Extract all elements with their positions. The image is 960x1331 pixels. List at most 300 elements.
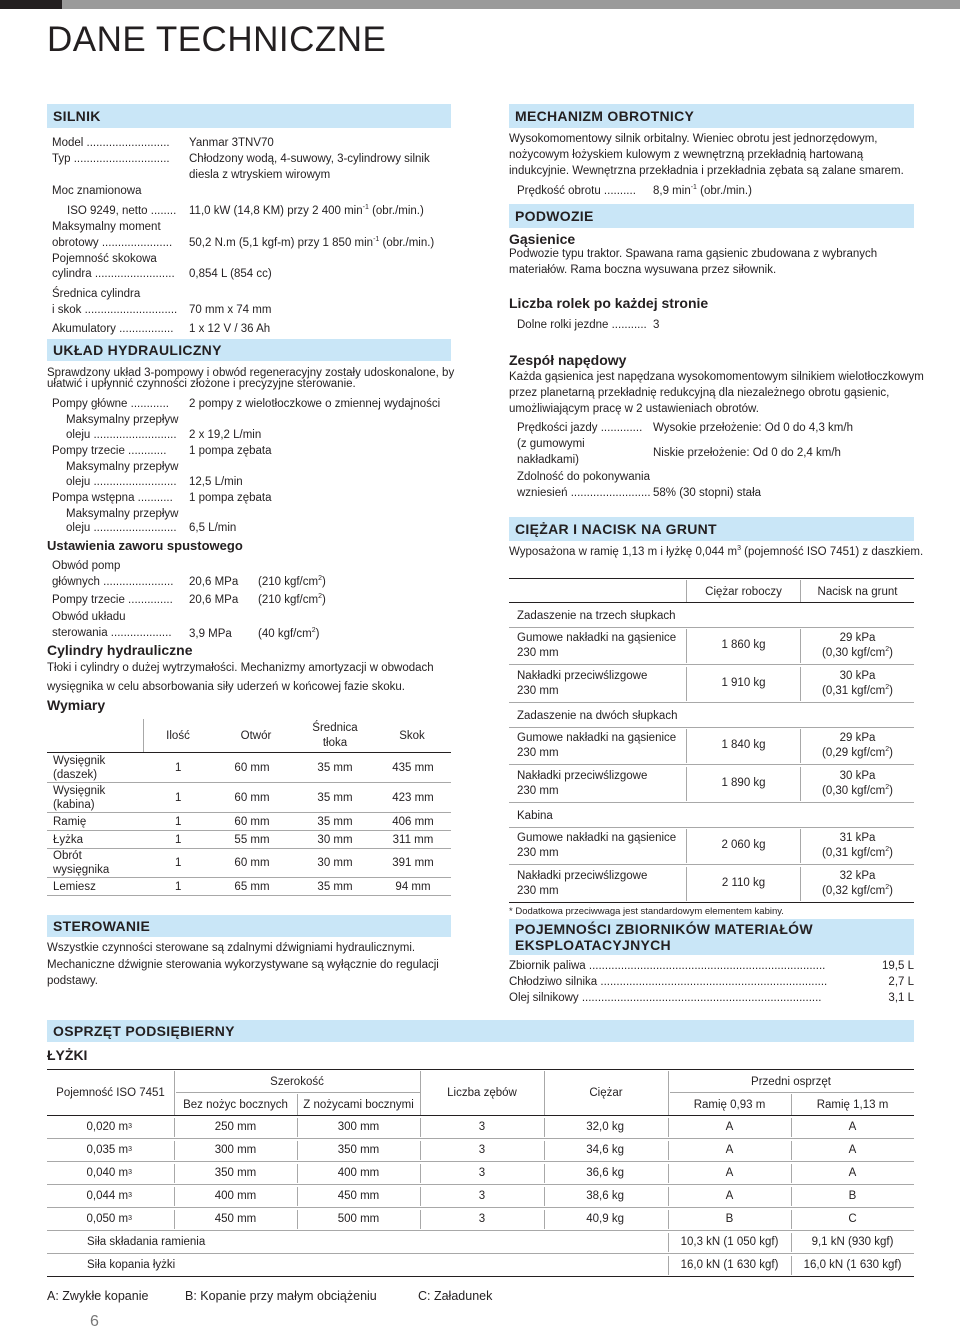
swing-speed-value: 8,9 $\min^{-1} (obr./\min.)$ xyxy=(653,184,752,197)
swing-text-line3: indukcyjnie. Wewnętrzna przekładnia i przekładnia zębata są zalane smarem. xyxy=(509,165,904,177)
row-name-line: Gumowe nakładki na gąsienice xyxy=(517,631,677,644)
controls-text-line1: Wszystkie czynności sterowane są zdalnymi dźwigniami hydraulicznymi. xyxy=(47,942,416,954)
weight-value: 1 860 kg xyxy=(721,639,766,651)
spec-label: Maksymalny przepływ xyxy=(66,508,179,520)
row-name-line: Nakładki przeciwślizgowe xyxy=(517,869,648,882)
pressure-value xyxy=(801,865,914,902)
table-cell: 400 mm xyxy=(214,1189,257,1202)
table-cell: 450 mm xyxy=(214,1212,257,1225)
section-header-pojemnosci xyxy=(509,919,914,955)
row-name-line: 230 mm xyxy=(517,684,559,697)
table-top-rule xyxy=(47,1069,914,1070)
col-divider xyxy=(668,1256,669,1275)
spec-label: głównych ...................... xyxy=(52,576,174,588)
row-name xyxy=(517,867,647,900)
row-name xyxy=(517,829,676,862)
spec-value: 1 x 12 V / 36 Ah xyxy=(189,323,271,335)
spec-label: Typ .............................. xyxy=(52,153,170,165)
spec-label: oleju .......................... xyxy=(66,522,177,534)
hydraulics-intro-line1: Sprawdzony układ 3-pompowy i obwód regeneracyjny zostały udoskonalone, by xyxy=(47,367,455,379)
force-value: 9,1 kN (930 kgf) xyxy=(811,1235,894,1248)
rollers-title: Liczba rolek po każdej stronie xyxy=(509,295,709,311)
cylinders-text-line2: wysięgnika w celu absorbowania siły uderzeń w końcowej fazie skoku. xyxy=(47,681,405,693)
header-divider xyxy=(668,1071,669,1115)
table-cell: A xyxy=(848,1143,857,1156)
col-divider xyxy=(420,1118,421,1137)
capacity-label: Olej silnikowy ........................................................................... xyxy=(509,992,822,1004)
row-name-line: Ramię xyxy=(53,815,87,828)
spec-label: Obwód układu xyxy=(52,611,126,623)
pressure-kpa: 29 kPa xyxy=(839,731,876,744)
table-cell: 35 mm xyxy=(317,762,353,774)
row-name-line: Obrót xyxy=(53,850,82,862)
col-divider xyxy=(791,1118,792,1137)
spec-value: 20,6 MPa xyxy=(189,594,239,606)
capacity-cell: 0,035 m 3 xyxy=(86,1143,132,1156)
row-name-line: 230 mm xyxy=(517,846,559,859)
col-header-width: Szerokość xyxy=(270,1076,324,1088)
table-cell: 94 mm xyxy=(395,880,431,893)
spec-value: 6,5 L/min xyxy=(189,522,237,534)
table-cell: 35 mm xyxy=(317,791,353,804)
col-divider xyxy=(420,1141,421,1160)
col-divider xyxy=(544,1210,545,1229)
section-header-podwozie: PODWOZIE xyxy=(509,204,914,228)
spec-label: i skok ............................. xyxy=(52,304,178,316)
pressure-kgf: (0,31 kgf/$cm^2$) xyxy=(821,683,894,697)
header-divider xyxy=(297,1094,298,1115)
row-rule xyxy=(509,702,914,703)
row-name-line: 230 mm xyxy=(517,746,559,759)
table-cell: A xyxy=(725,1189,734,1202)
row-name-line: Gumowe nakładki na gąsienice xyxy=(517,731,677,744)
table-row-name xyxy=(53,813,143,830)
drive-text-line3: umożliwiającym pracę w 2 ustawieniach obrotów. xyxy=(509,403,759,415)
spec-label: oleju .......................... xyxy=(66,429,177,441)
weight-value: 1 910 kg xyxy=(721,677,766,689)
row-name-line: wysięgnika xyxy=(53,864,110,876)
row-name-line: Gumowe nakładki na gąsienice xyxy=(517,831,677,844)
swing-text-line1: Wysokomomentowy silnik orbitalny. Wieniec obrotu jest jednorzędowym, xyxy=(509,133,878,145)
spec-label: Pompy trzecie ............ xyxy=(52,445,167,457)
tracks-text-line2: materiałów. Rama boczna wysuwana przez siłownik. xyxy=(509,264,777,276)
table-cell: 30 mm xyxy=(317,857,353,869)
table-cell: 300 mm xyxy=(337,1120,380,1133)
swing-text-line2: nożycowym łożyskiem kulowym z wewnętrzną przekładnią hartowaną xyxy=(509,149,864,161)
spec-label: Pojemność skokowa xyxy=(52,253,157,265)
table-cell: 3 xyxy=(478,1166,486,1179)
col-header-arm-113: Ramię 1,13 m xyxy=(816,1099,889,1111)
header-divider xyxy=(791,1094,792,1115)
swing-speed-label: Prędkość obrotu .......... xyxy=(517,185,636,197)
row-rule xyxy=(509,902,914,903)
row-name xyxy=(517,629,676,662)
row-name-line: 230 mm xyxy=(517,646,559,659)
pressure-value xyxy=(801,727,914,764)
col-header-tloka: tłoka xyxy=(322,737,348,749)
travel-speed-label: Prędkości jazdy ............. xyxy=(517,422,643,434)
spec-label: ISO 9249, netto ........ xyxy=(67,205,177,217)
col-header-weight: Ciężar xyxy=(589,1087,623,1099)
hydraulics-intro-line2: ułatwić i upłynnić czynności złożone i precyzyjne sterowanie. xyxy=(47,378,356,390)
relief-valve-title: Ustawienia zaworu spustowego xyxy=(47,538,243,553)
rubber-pads-label-2: nakładkami) xyxy=(517,454,579,466)
rollers-label: Dolne rolki jezdne ........... xyxy=(517,319,647,331)
weight-value: 1 890 kg xyxy=(721,777,766,789)
page-title: DANE TECHNICZNE xyxy=(47,20,387,59)
rubber-pads-label-1: (z gumowymi xyxy=(517,438,585,450)
col-header-srednica: Średnica xyxy=(312,722,358,734)
spec-label: Maksymalny przepływ xyxy=(66,414,179,426)
table-cell: 300 mm xyxy=(214,1143,257,1156)
table-row-name xyxy=(53,878,143,895)
row-name-line: Łyżka xyxy=(53,833,84,846)
header-divider xyxy=(174,1071,175,1115)
col-divider xyxy=(297,1164,298,1183)
spec-value-cont: diesla z wtryskiem wirowym xyxy=(189,169,331,181)
table-cell: 1 xyxy=(175,815,182,828)
spec-value-kgf: (210 kgf/$cm^2$) xyxy=(258,593,326,606)
capacities-title-line2: EKSPLOATACYJNYCH xyxy=(515,937,671,953)
pressure-value xyxy=(801,827,914,864)
col-divider xyxy=(297,1118,298,1137)
col-header-skok: Skok xyxy=(399,730,425,742)
spec-value: 2 x 19,2 L/min xyxy=(189,429,262,441)
section-header-osprzet: OSPRZĘT PODSIĘBIERNY xyxy=(47,1020,914,1042)
force-value: 16,0 kN (1 630 kgf) xyxy=(803,1258,902,1271)
spec-label: Obwód pomp xyxy=(52,560,121,572)
pressure-kpa: 30 kPa xyxy=(839,769,876,782)
col-header-no-cutters: Bez nożyc bocznych xyxy=(183,1099,288,1111)
header-divider xyxy=(143,719,144,752)
col-divider xyxy=(791,1187,792,1206)
table-cell: 38,6 kg xyxy=(586,1189,624,1202)
col-divider xyxy=(668,1187,669,1206)
spec-label: Akumulatory ................. xyxy=(52,323,174,335)
capacity-cell: 0,044 m 3 xyxy=(86,1189,132,1202)
weight-value: 2 060 kg xyxy=(721,839,766,851)
section-header-ciezar: CIĘŻAR I NACISK NA GRUNT xyxy=(509,517,914,541)
table-cell: A xyxy=(725,1120,734,1133)
col-divider xyxy=(544,1187,545,1206)
row-name-line: Nakładki przeciwślizgowe xyxy=(517,669,648,682)
section-header-sterowanie: STEROWANIE xyxy=(47,915,451,937)
col-divider xyxy=(668,1118,669,1137)
pressure-value xyxy=(801,765,914,802)
pressure-kpa: 32 kPa xyxy=(839,869,876,882)
col-divider xyxy=(791,1164,792,1183)
row-rule xyxy=(47,1276,914,1277)
pressure-kgf: (0,30 kgf/$cm^2$) xyxy=(821,645,894,659)
spec-value: Chłodzony wodą, 4-suwowy, 3-cylindrowy silnik xyxy=(189,153,430,165)
gradeability-value: 58% (30 stopni) stała xyxy=(653,487,762,499)
col-divider xyxy=(791,1256,792,1275)
table-cell: 3 xyxy=(478,1143,486,1156)
travel-speed-high: Wysokie przełożenie: Od 0 do 4,3 km/h xyxy=(653,422,853,434)
capacity-row xyxy=(509,975,914,989)
table-cell: 500 mm xyxy=(337,1212,380,1225)
table-cell: 35 mm xyxy=(317,815,353,828)
table-cell: 400 mm xyxy=(337,1166,380,1179)
sub-header-rule xyxy=(176,1092,420,1093)
col-divider xyxy=(174,1164,175,1183)
col-divider xyxy=(420,1187,421,1206)
spec-value: 70 mm x 74 mm xyxy=(189,304,272,316)
table-cell: 30 mm xyxy=(317,833,353,846)
spec-value: 0,854 L (854 cc) xyxy=(189,268,272,280)
row-name-line: Lemiesz xyxy=(53,880,96,893)
header-divider xyxy=(544,1071,545,1115)
group-label: Zadaszenie na trzech słupkach xyxy=(517,610,676,622)
col-divider xyxy=(668,1210,669,1229)
col-header-weight: Ciężar roboczy xyxy=(705,586,782,598)
buckets-title: ŁYŻKI xyxy=(47,1047,88,1063)
col-divider xyxy=(174,1141,175,1160)
spec-label: Maksymalny przepływ xyxy=(66,461,179,473)
pressure-kgf: (0,30 kgf/$cm^2$) xyxy=(821,783,894,797)
force-value: 10,3 kN (1 050 kgf) xyxy=(680,1235,779,1248)
spec-value-kgf: (40 kgf/$cm^2$) xyxy=(258,627,320,640)
weight-value: 1 840 kg xyxy=(721,739,766,751)
weight-intro: Wyposażona w ramię 1,13 m i łyżkę 0,044 $m^3$ (pojemność ISO 7451) z daszkiem. xyxy=(509,545,924,558)
spec-value: Yanmar 3TNV70 xyxy=(189,137,274,149)
table-cell: C xyxy=(848,1212,857,1225)
spec-value: 20,6 MPa xyxy=(189,576,239,588)
capacity-cell: 0,040 m 3 xyxy=(86,1166,132,1179)
table-cell: 65 mm xyxy=(234,880,270,893)
table-cell: 423 mm xyxy=(392,791,434,804)
drive-text-line2: przez planetarną przekładnię redukcyjną dla niezależnego obrotu gąsienic, xyxy=(509,387,890,399)
col-header-otwor: Otwór xyxy=(240,730,272,742)
gradeability-label-2: wzniesień ......................... xyxy=(517,487,651,499)
top-bar xyxy=(62,0,960,9)
table-row-name xyxy=(53,831,143,848)
col-divider xyxy=(420,1210,421,1229)
col-divider xyxy=(668,1233,669,1252)
spec-value: 2 pompy z wielotłoczkowe o zmiennej wydajności xyxy=(189,398,441,410)
col-header-teeth: Liczba zębów xyxy=(447,1087,517,1099)
col-header-capacity: Pojemność ISO 7451 xyxy=(56,1087,165,1099)
table-cell: A xyxy=(725,1166,734,1179)
capacity-cell: 0,050 m 3 xyxy=(86,1212,132,1225)
row-name-line: Wysięgnik xyxy=(53,784,106,797)
row-name xyxy=(517,667,647,700)
spec-label: Pompy główne ............ xyxy=(52,398,169,410)
spec-value: 1 pompa zębata xyxy=(189,492,272,504)
section-header-mechanizm: MECHANIZM OBROTNICY xyxy=(509,104,914,128)
capacity-row xyxy=(509,991,914,1005)
row-rule xyxy=(47,895,451,896)
col-header-arm-093: Ramię 0,93 m xyxy=(693,1099,766,1111)
capacity-value: 2,7 L xyxy=(888,976,914,988)
pressure-kpa: 31 kPa xyxy=(839,831,876,844)
page-number: 6 xyxy=(90,1313,99,1330)
weight-value: 2 110 kg xyxy=(721,877,766,889)
col-divider xyxy=(174,1187,175,1206)
spec-label: Model .......................... xyxy=(52,137,170,149)
table-cell: 36,6 kg xyxy=(586,1166,624,1179)
pressure-kpa: 30 kPa xyxy=(839,669,876,682)
spec-value: 11,0 kW (14,8 KM) przy 2 400 $\min^{-1} (obr./\min.)$ xyxy=(189,204,424,217)
force-label: Siła kopania łyżki xyxy=(87,1258,176,1271)
spec-label: Maksymalny moment xyxy=(52,221,161,233)
row-name-line: (kabina) xyxy=(53,798,95,811)
col-divider xyxy=(791,1141,792,1160)
col-divider xyxy=(544,1118,545,1137)
spec-value: 12,5 L/min xyxy=(189,476,243,488)
legend-b: B: Kopanie przy małym obciążeniu xyxy=(185,1289,377,1303)
table-cell: 40,9 kg xyxy=(586,1212,624,1225)
pressure-value xyxy=(801,627,914,664)
col-divider xyxy=(791,1233,792,1252)
col-divider xyxy=(174,1118,175,1137)
top-bar-accent xyxy=(0,0,62,9)
table-row-name xyxy=(53,754,143,782)
table-cell: 60 mm xyxy=(234,762,270,774)
capacity-row xyxy=(509,959,914,973)
table-row-name xyxy=(53,849,143,877)
spec-label: cylindra ......................... xyxy=(52,268,175,280)
table-cell: A xyxy=(848,1120,857,1133)
col-header-with-cutters: Z nożycami bocznymi xyxy=(303,1099,414,1111)
table-cell: B xyxy=(725,1212,734,1225)
force-label: Siła składania ramienia xyxy=(87,1235,206,1248)
table-header-rule xyxy=(509,602,914,603)
section-header-hydraulika: UKŁAD HYDRAULICZNY xyxy=(47,339,451,361)
table-cell: 1 xyxy=(175,762,182,774)
table-cell: 32,0 kg xyxy=(586,1120,624,1133)
spec-value: 3,9 MPa xyxy=(189,628,232,640)
tracks-title: Gąsienice xyxy=(509,231,576,247)
capacity-value: 19,5 L xyxy=(882,960,914,972)
col-header-ilosc: Ilość xyxy=(166,730,190,742)
controls-text-line2: Mechaniczne dźwignie sterowania wykorzystywane są wyłącznie do regulacji xyxy=(47,959,439,971)
gradeability-label: Zdolność do pokonywania xyxy=(517,471,650,483)
col-divider xyxy=(174,1210,175,1229)
table-cell: 311 mm xyxy=(392,833,434,846)
row-name-line: (daszek) xyxy=(53,769,98,781)
row-name-line: 230 mm xyxy=(517,784,559,797)
capacity-value: 3,1 L xyxy=(888,992,914,1004)
travel-speed-low: Niskie przełożenie: Od 0 do 2,4 km/h xyxy=(653,447,841,459)
table-cell: 3 xyxy=(478,1189,486,1202)
row-name-line: Wysięgnik xyxy=(53,755,106,767)
col-divider xyxy=(420,1164,421,1183)
drive-title: Zespół napędowy xyxy=(509,352,627,368)
table-cell: 1 xyxy=(175,791,182,804)
col-divider xyxy=(297,1187,298,1206)
table-row-name xyxy=(53,783,143,812)
spec-label: obrotowy ...................... xyxy=(52,237,173,249)
dimensions-title: Wymiary xyxy=(47,697,106,713)
spec-label: sterowania ................... xyxy=(52,627,172,639)
table-cell: 3 xyxy=(478,1212,486,1225)
col-divider xyxy=(668,1141,669,1160)
table-cell: 391 mm xyxy=(392,857,434,869)
cylinders-text-line1: Tłoki i cylindry o dużej wytrzymałości. Mechanizmy amortyzacji w obwodach xyxy=(47,662,434,674)
table-cell: 250 mm xyxy=(214,1120,257,1133)
table-cell: A xyxy=(848,1166,857,1179)
sub-header-rule xyxy=(670,1092,914,1093)
table-cell: B xyxy=(848,1189,857,1202)
weight-footnote: * Dodatkowa przeciwwaga jest standardowym elementem kabiny. xyxy=(509,906,784,917)
row-name-line: 230 mm xyxy=(517,884,559,897)
table-cell: 435 mm xyxy=(392,762,434,774)
table-cell: 55 mm xyxy=(234,833,270,846)
col-divider xyxy=(544,1141,545,1160)
spec-label: Moc znamionowa xyxy=(52,185,142,197)
table-rule xyxy=(47,752,451,753)
col-divider xyxy=(791,1210,792,1229)
table-cell: 3 xyxy=(478,1120,486,1133)
pressure-kpa: 29 kPa xyxy=(839,631,876,644)
table-cell: 34,6 kg xyxy=(586,1143,624,1156)
row-name xyxy=(517,729,676,762)
controls-text-line3: podstawy. xyxy=(47,975,98,987)
table-cell: 60 mm xyxy=(234,815,270,828)
capacities-title-line1: POJEMNOŚCI ZBIORNIKÓW MATERIAŁÓW xyxy=(515,921,813,937)
row-name xyxy=(517,767,647,800)
spec-value: 1 pompa zębata xyxy=(189,445,272,457)
table-cell: 406 mm xyxy=(392,815,434,828)
spec-label: Średnica cylindra xyxy=(52,288,141,300)
table-cell: 60 mm xyxy=(234,857,270,869)
col-divider xyxy=(544,1164,545,1183)
spec-value: 50,2 N.m (5,1 kgf-m) przy 1 850 $\min^{-1} (obr./\min.)$ xyxy=(189,236,435,249)
legend-c: C: Załadunek xyxy=(418,1289,493,1303)
col-header-front-attachment: Przedni osprzęt xyxy=(751,1076,831,1088)
spec-label: Pompy trzecie .............. xyxy=(52,594,173,606)
row-name-line: Nakładki przeciwślizgowe xyxy=(517,769,648,782)
spec-label: oleju .......................... xyxy=(66,476,177,488)
col-divider xyxy=(297,1210,298,1229)
table-cell: 1 xyxy=(175,833,182,846)
pressure-kgf: (0,29 kgf/$cm^2$) xyxy=(821,745,894,759)
drive-text-line1: Każda gąsienica jest napędzana wysokomomentowym silnikiem wielotłoczkowym xyxy=(509,371,924,383)
group-label: Zadaszenie na dwóch słupkach xyxy=(517,710,678,722)
pressure-value xyxy=(801,665,914,702)
legend-a: A: Zwykłe kopanie xyxy=(47,1289,149,1303)
capacity-cell: 0,020 m 3 xyxy=(86,1120,132,1133)
col-divider xyxy=(297,1141,298,1160)
table-top-rule xyxy=(509,578,914,579)
row-rule xyxy=(509,802,914,803)
table-cell: 350 mm xyxy=(337,1143,380,1156)
pressure-kgf: (0,31 kgf/$cm^2$) xyxy=(821,845,894,859)
table-cell: 350 mm xyxy=(214,1166,257,1179)
capacity-label: Chłodziwo silnika ....................................................................... xyxy=(509,976,828,988)
tracks-text-line1: Podwozie typu traktor. Spawana rama gąsienic zbudowana z wybranych xyxy=(509,248,878,260)
table-cell: 1 xyxy=(175,857,182,869)
spec-label: Pompa wstępna ........... xyxy=(52,492,173,504)
group-label: Kabina xyxy=(517,810,553,822)
col-divider xyxy=(668,1164,669,1183)
col-header-pressure: Nacisk na grunt xyxy=(817,586,898,598)
section-header-silnik: SILNIK xyxy=(47,104,451,128)
pressure-kgf: (0,32 kgf/$cm^2$) xyxy=(821,883,894,897)
capacity-label: Zbiornik paliwa .......................................................................... xyxy=(509,960,826,972)
table-cell: 450 mm xyxy=(337,1189,380,1202)
table-cell: 60 mm xyxy=(234,791,270,804)
rollers-value: 3 xyxy=(653,319,660,331)
cylinders-title: Cylindry hydrauliczne xyxy=(47,642,193,658)
table-cell: 35 mm xyxy=(317,880,353,893)
force-value: 16,0 kN (1 630 kgf) xyxy=(680,1258,779,1271)
spec-value-kgf: (210 kgf/$cm^2$) xyxy=(258,575,326,588)
header-divider xyxy=(420,1071,421,1115)
table-cell: A xyxy=(725,1143,734,1156)
table-cell: 1 xyxy=(175,880,182,893)
